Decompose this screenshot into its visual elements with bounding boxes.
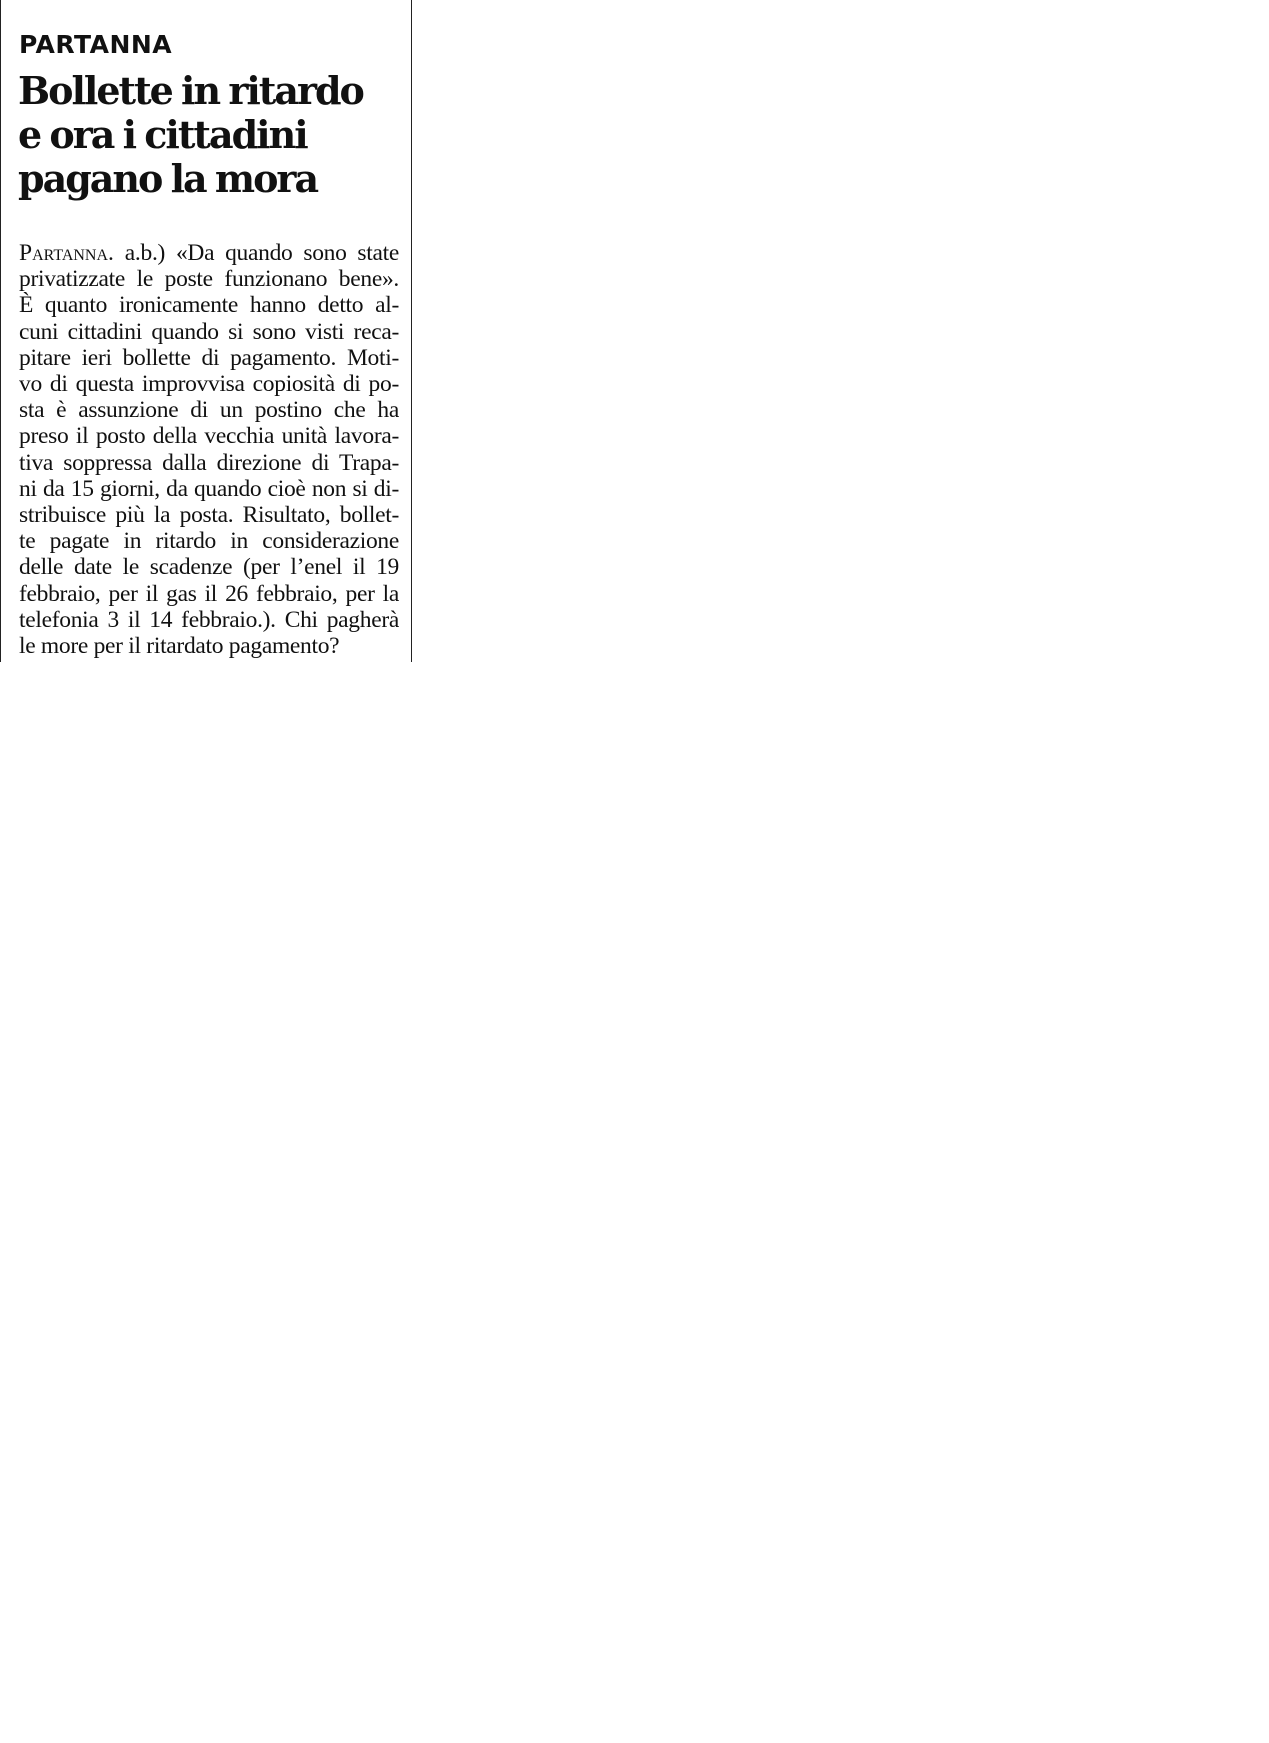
dateline: Partanna. bbox=[19, 240, 114, 266]
body-line: delle date le scadenze (per l’enel il 19 bbox=[19, 554, 399, 581]
body-line: cuni cittadini quando si sono visti reca- bbox=[19, 318, 399, 345]
body-line: pitare ieri bollette di pagamento. Moti- bbox=[19, 344, 399, 371]
body-line: sta è assunzione di un postino che ha bbox=[19, 397, 399, 424]
body-line: te pagate in ritardo in considerazione bbox=[19, 528, 399, 555]
headline-line: pagano la mora bbox=[18, 156, 318, 201]
body-line: preso il posto della vecchia unità lavora- bbox=[19, 423, 399, 450]
body-line: stribuisce più la posta. Risultato, bollet- bbox=[19, 502, 399, 529]
body-line: telefonia 3 il 14 febbraio.). Chi pagherà bbox=[19, 606, 399, 633]
headline-line: Bollette in ritardo bbox=[18, 68, 363, 113]
body-line: È quanto ironicamente hanno detto al- bbox=[19, 292, 399, 319]
article-body bbox=[19, 240, 399, 659]
headline-line: e ora i cittadini bbox=[18, 112, 307, 157]
section-kicker: PARTANNA bbox=[19, 30, 173, 59]
body-first-line bbox=[19, 240, 399, 266]
headline bbox=[18, 69, 403, 201]
body-line: febbraio, per il gas il 26 febbraio, per la bbox=[19, 580, 399, 607]
body-line-last: le more per il ritardato pagamento? bbox=[19, 633, 340, 660]
body-line: vo di questa improvvisa copiosità di po- bbox=[19, 371, 399, 398]
body-line: privatizzate le poste funzionano bene». bbox=[19, 266, 399, 293]
byline-lead: a.b.) «Da quando sono state bbox=[113, 240, 399, 266]
body-line: tiva soppressa dalla direzione di Trapa- bbox=[19, 449, 399, 476]
article-clipping bbox=[0, 0, 412, 662]
body-line: ni da 15 giorni, da quando cioè non si di- bbox=[19, 475, 399, 502]
